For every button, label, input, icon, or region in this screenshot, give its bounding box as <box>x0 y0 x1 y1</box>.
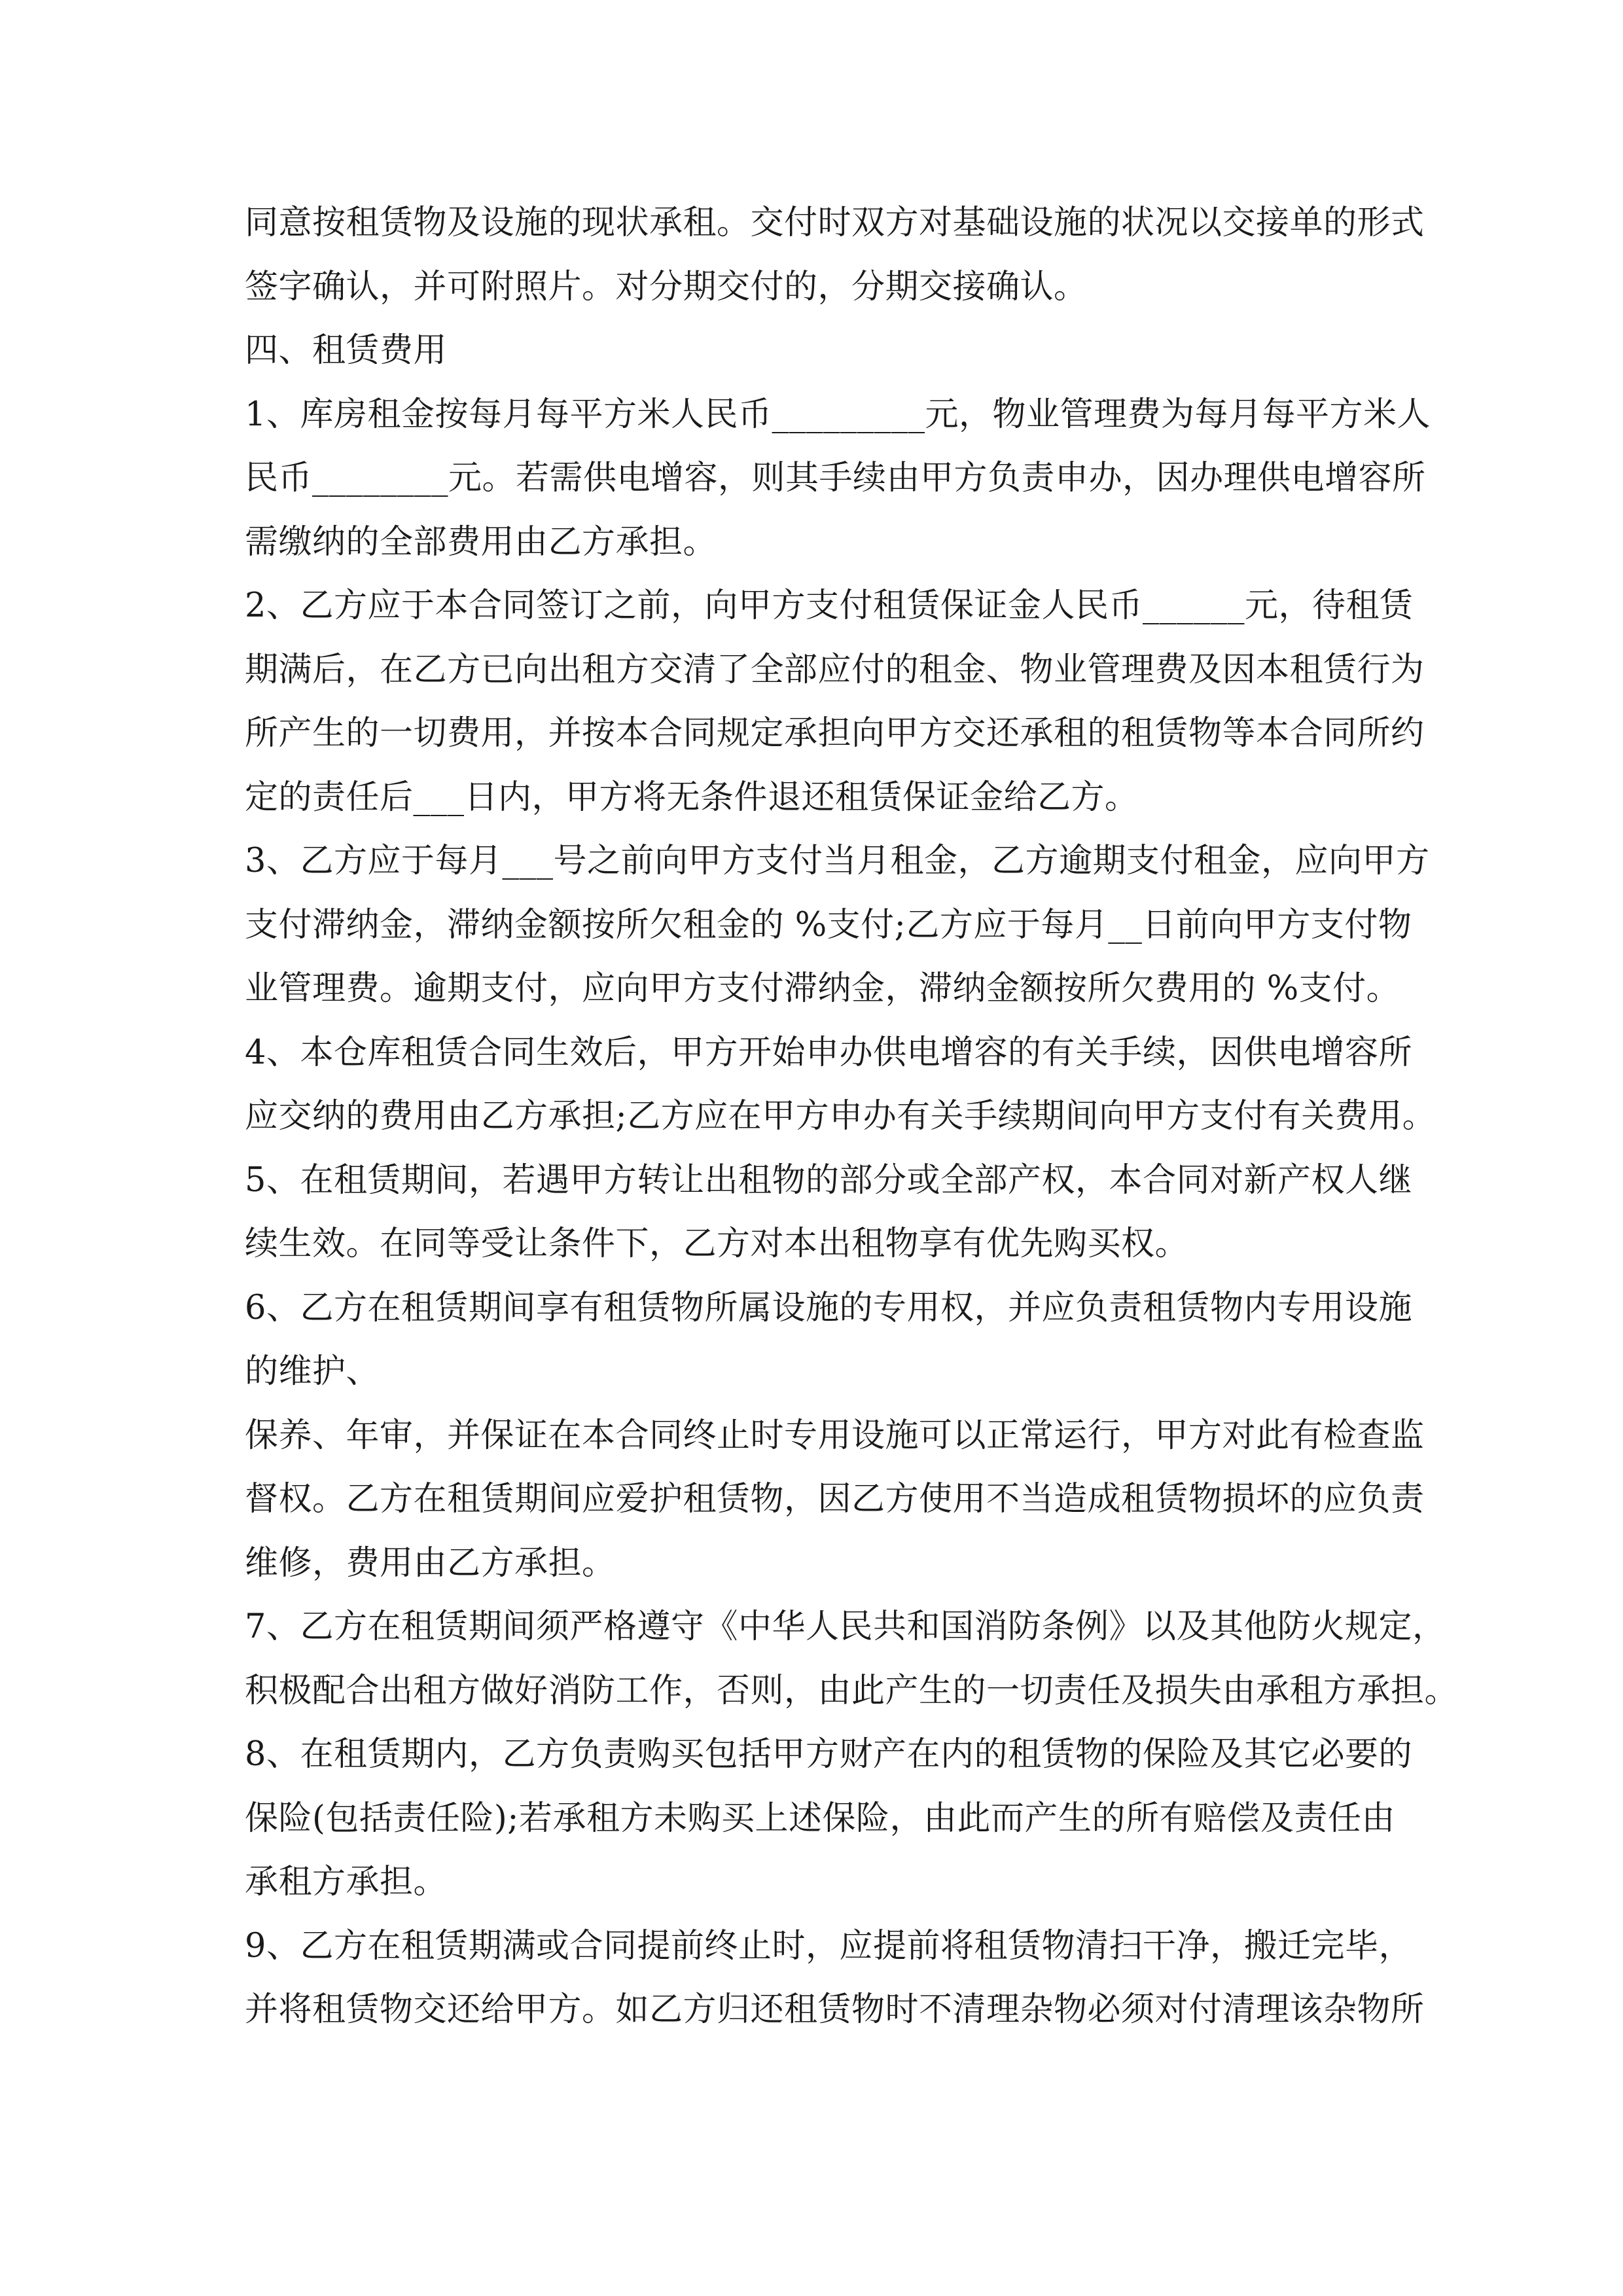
text-line: 积极配合出租方做好消防工作，否则，由此产生的一切责任及损失由承租方承担。 <box>245 1671 1459 1710</box>
text-line: 承租方承担。 <box>245 1863 448 1901</box>
text-line: 9、乙方在租赁期满或合同提前终止时，应提前将租赁物清扫干净，搬迁完毕， <box>245 1926 1412 1965</box>
text-line: 的维护、 <box>245 1352 380 1391</box>
text-line: 8、在租赁期内，乙方负责购买包括甲方财产在内的租赁物的保险及其它必要的 <box>245 1735 1412 1774</box>
text-line: 5、在租赁期间，若遇甲方转让出租物的部分或全部产权，本合同对新产权人继 <box>245 1160 1412 1200</box>
text-line: 需缴纳的全部费用由乙方承担。 <box>245 522 717 562</box>
document-page <box>245 191 1459 2042</box>
text-line: 3、乙方应于每月___号之前向甲方支付当月租金，乙方逾期支付租金，应向甲方 <box>245 842 1430 880</box>
text-line: 保险(包括责任险);若承租方未购买上述保险，由此而产生的所有赔偿及责任由 <box>245 1799 1395 1838</box>
text-line: 同意按租赁物及设施的现状承租。交付时双方对基础设施的状况以交接单的形式 <box>245 204 1425 242</box>
text-line: 维修，费用由乙方承担。 <box>245 1543 616 1583</box>
text-line: 期满后，在乙方已向出租方交清了全部应付的租金、物业管理费及因本租赁行为 <box>245 650 1425 689</box>
text-line: 所产生的一切费用，并按本合同规定承担向甲方交还承租的租赁物等本合同所约 <box>245 714 1425 753</box>
text-line: 业管理费。逾期支付，应向甲方支付滞纳金，滞纳金额按所欠费用的 %支付。 <box>245 969 1400 1008</box>
text-line: 民币________元。若需供电增容，则其手续由甲方负责申办，因办理供电增容所 <box>245 459 1426 497</box>
text-line: 2、乙方应于本合同签订之前，向甲方支付租赁保证金人民币______元，待租赁 <box>245 586 1414 625</box>
text-line: 督权。乙方在租赁期间应爱护租赁物，因乙方使用不当造成租赁物损坏的应负责 <box>245 1480 1425 1518</box>
text-line: 6、乙方在租赁期间享有租赁物所属设施的专用权，并应负责租赁物内专用设施 <box>245 1288 1412 1327</box>
section-heading: 四、租赁费用 <box>245 331 448 370</box>
text-line: 7、乙方在租赁期间须严格遵守《中华人民共和国消防条例》以及其他防火规定， <box>245 1607 1446 1646</box>
text-line: 1、库房租金按每月每平方米人民币_________元，物业管理费为每月每平方米人 <box>245 395 1431 434</box>
text-line: 4、本仓库租赁合同生效后，甲方开始申办供电增容的有关手续，因供电增容所 <box>245 1033 1412 1072</box>
text-line: 保养、年审，并保证在本合同终止时专用设施可以正常运行，甲方对此有检查监 <box>245 1416 1425 1455</box>
text-line: 签字确认，并可附照片。对分期交付的，分期交接确认。 <box>245 267 1088 306</box>
text-line: 定的责任后___日内，甲方将无条件退还租赁保证金给乙方。 <box>245 778 1139 817</box>
text-line: 续生效。在同等受让条件下，乙方对本出租物享有优先购买权。 <box>245 1225 1189 1263</box>
text-line: 应交纳的费用由乙方承担;乙方应在甲方申办有关手续期间向甲方支付有关费用。 <box>245 1097 1436 1136</box>
text-line: 并将租赁物交还给甲方。如乙方归还租赁物时不清理杂物必须对付清理该杂物所 <box>245 1990 1425 2029</box>
text-line: 支付滞纳金，滞纳金额按所欠租金的 %支付;乙方应于每月__日前向甲方支付物 <box>245 905 1412 944</box>
